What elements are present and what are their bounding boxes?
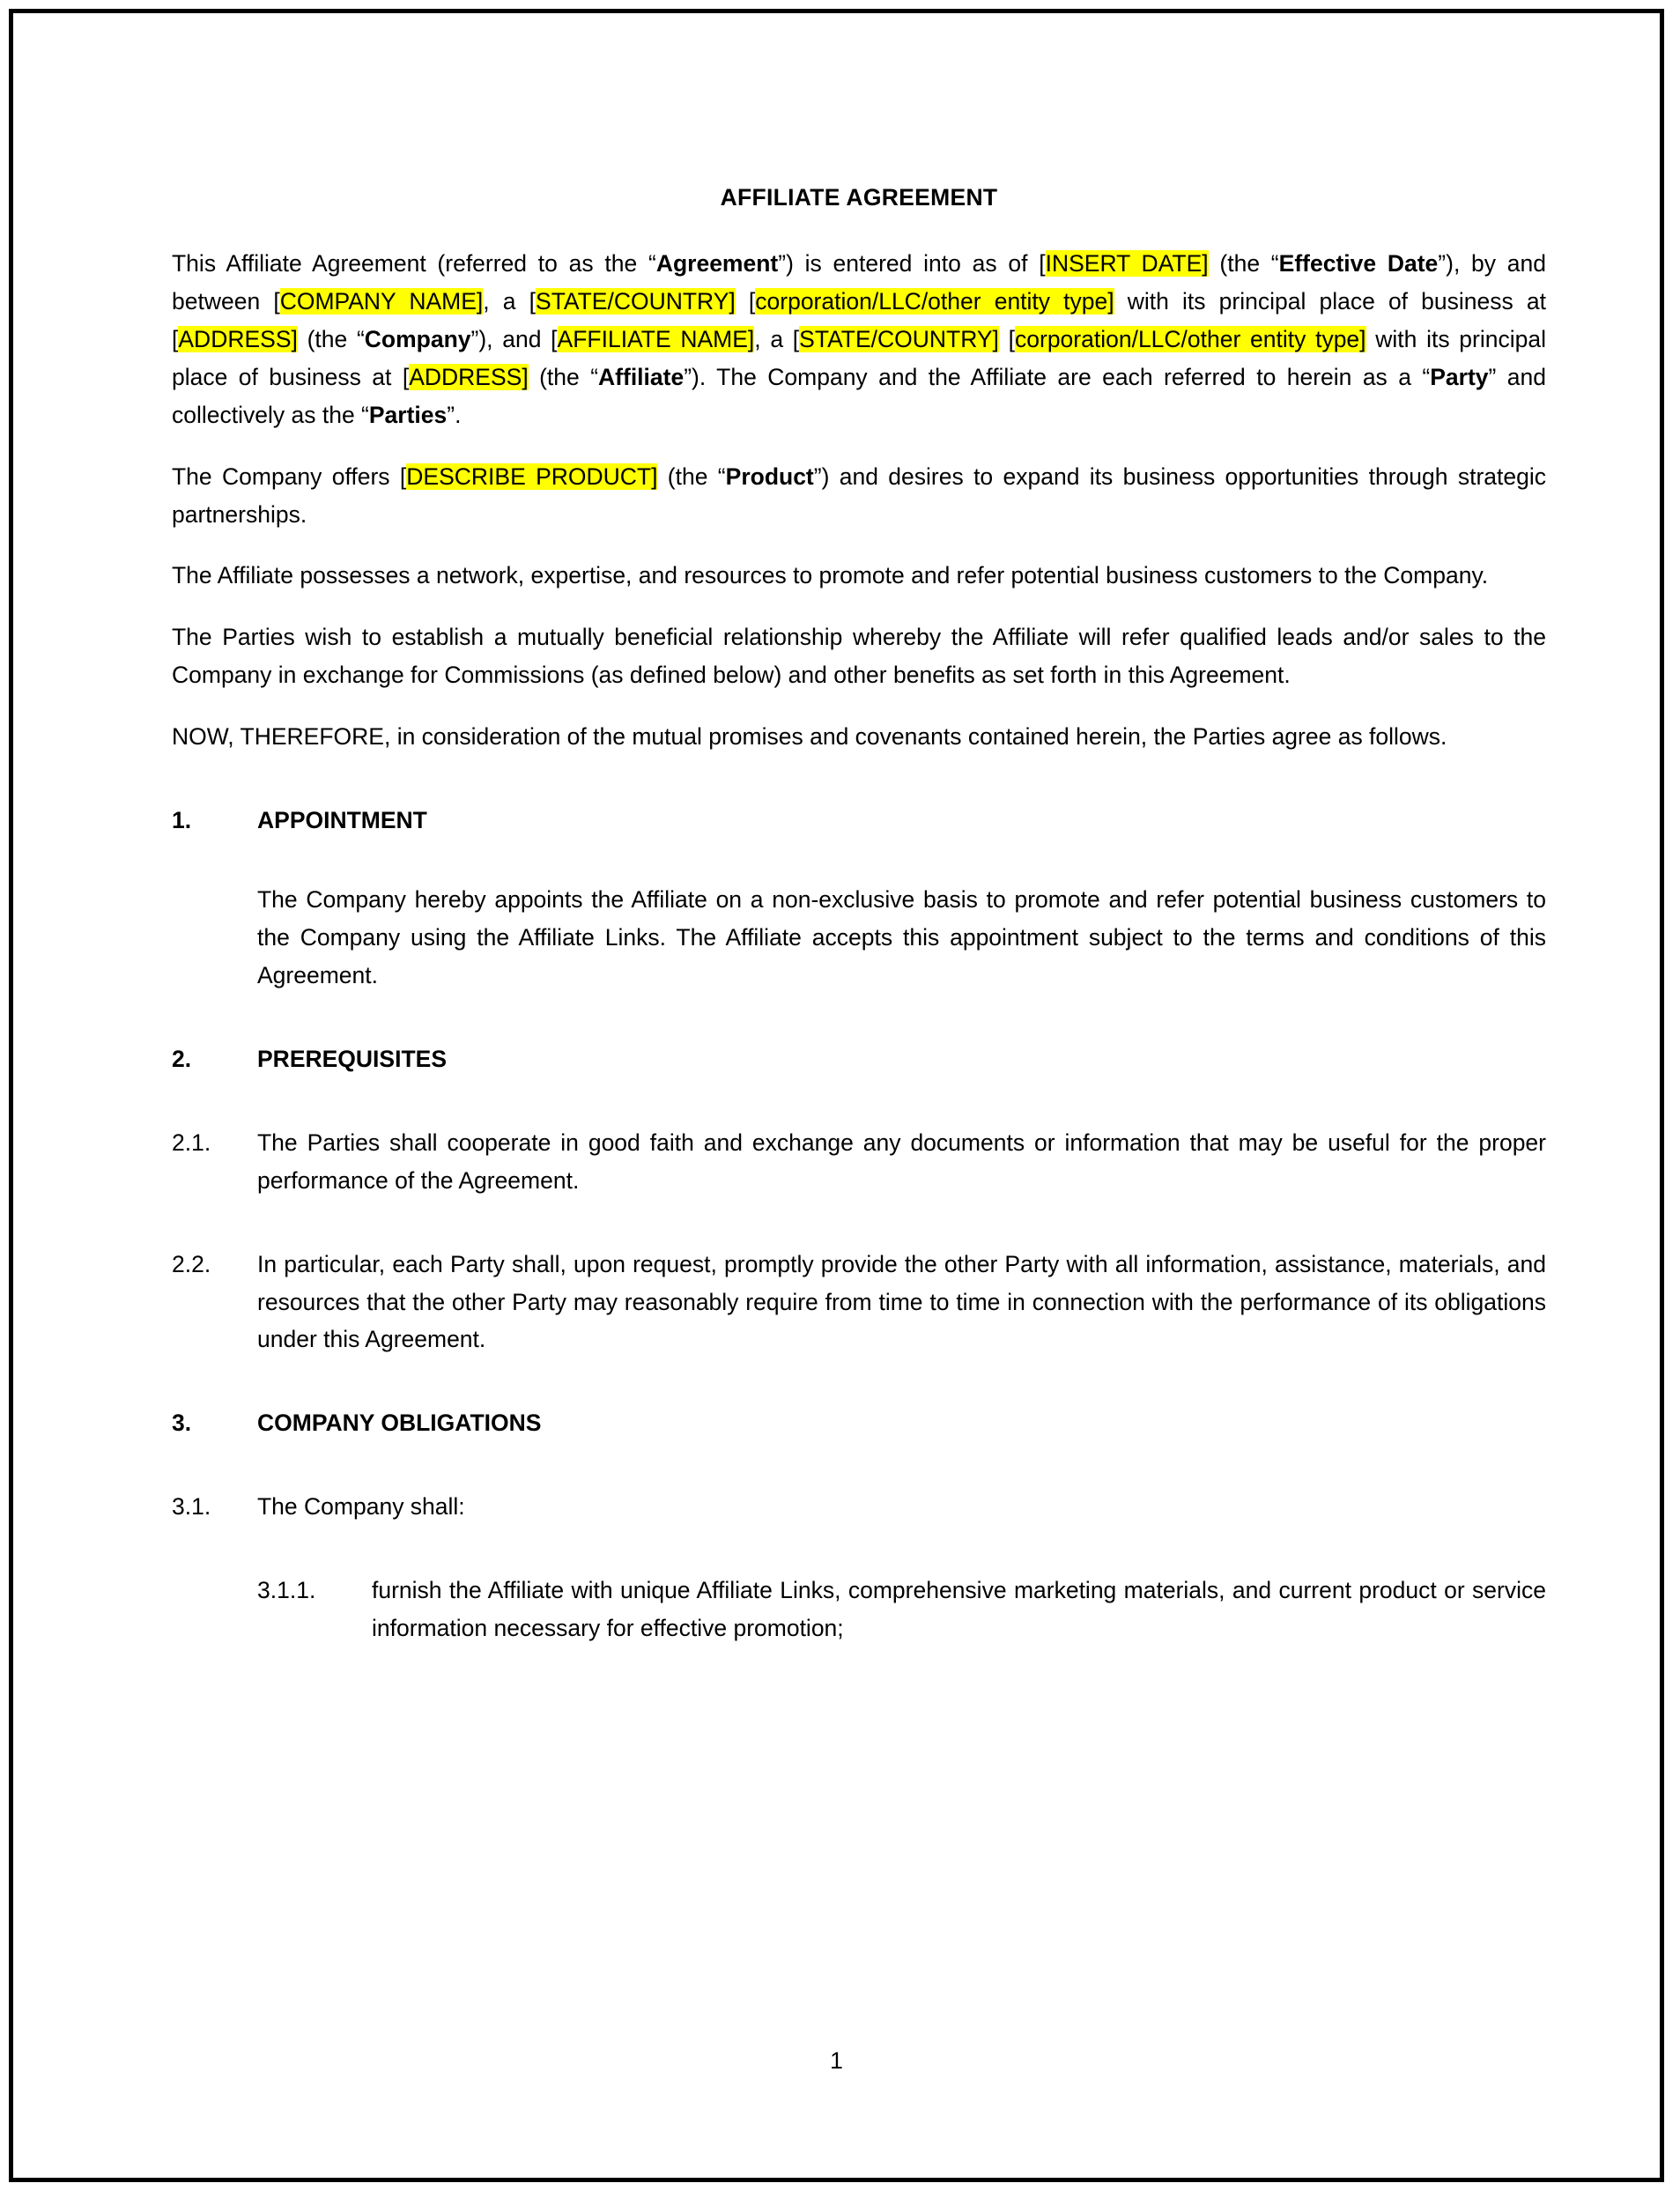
text-run: This Affiliate Agreement (referred to as the “ (172, 250, 656, 277)
text-run: ”). The Company and the Affiliate are each referred to herein as a “ (684, 363, 1431, 390)
section-heading-2-prerequisites (172, 995, 1546, 1078)
text-run: [ (998, 325, 1015, 352)
clause-3-1 (172, 1442, 1546, 1526)
section-title: APPOINTMENT (257, 807, 427, 834)
placeholder-affiliate-name: AFFILIATE NAME] (557, 325, 755, 352)
text-run: ”), and [ (470, 325, 558, 352)
text-run: The Company offers [ (172, 463, 407, 490)
section-number: 2. (172, 1045, 192, 1072)
page-number: 1 (830, 2047, 843, 2074)
defined-term-product: Product (725, 463, 814, 490)
text-run: (the “ (528, 363, 599, 390)
section-title: COMPANY OBLIGATIONS (257, 1410, 542, 1437)
clause-2-2 (172, 1200, 1546, 1359)
text-run: ”. (447, 401, 462, 428)
clause-2-1 (172, 1078, 1546, 1200)
text-run: with its principal place of business at [ (172, 287, 1546, 352)
defined-term-company: Company (364, 325, 471, 352)
placeholder-company-name: COMPANY NAME] (279, 287, 484, 315)
section-heading-1-appointment (172, 756, 1546, 840)
recital-paragraph-mutual-relationship: The Parties wish to establish a mutually beneficial relationship whereby the Affiliate will refer qualified leads and/or sales to the Company in exchange for Commissions (as defined below) and other benefits as set forth in this Agreement. (172, 624, 1546, 689)
text-run: ”), by and between [ (172, 250, 1547, 315)
clause-number: 2.2. (172, 1250, 211, 1277)
text-run: , a [ (754, 325, 800, 352)
recital-paragraph-parties (172, 211, 1546, 434)
recital-paragraph-affiliate-network: The Affiliate possesses a network, expertise, and resources to promote and refer potential business customers to the Company. (172, 562, 1489, 589)
page-title: AFFILIATE AGREEMENT (720, 184, 998, 211)
clause-3-1-1 (257, 1526, 1546, 1647)
defined-term-effective-date: Effective Date (1278, 250, 1439, 277)
clause-text: In particular, each Party shall, upon request, promptly provide the other Party with all information, assistance, materials, and resources that the other Party may reasonably require from time to time in connection with the performance of its obligations under this Agreement. (257, 1250, 1546, 1353)
clause-text: furnish the Affiliate with unique Affiliate Links, comprehensive marketing materials, and current product or service information necessary for effective promotion; (372, 1577, 1546, 1642)
section-heading-3-company-obligations (172, 1358, 1546, 1442)
recital-paragraph-now-therefore: NOW, THEREFORE, in consideration of the mutual promises and covenants contained herein, the Parties agree as follows. (172, 723, 1447, 751)
placeholder-entity-type-company: corporation/LLC/other entity type] (755, 287, 1114, 315)
placeholder-entity-type-affiliate: corporation/LLC/other entity type] (1015, 325, 1366, 352)
page-content-area (172, 13, 1546, 2178)
placeholder-state-country-affiliate: STATE/COUNTRY] (799, 325, 999, 352)
section-number: 3. (172, 1410, 192, 1437)
text-run: (the “ (657, 463, 726, 490)
text-run: (the “ (1208, 250, 1279, 277)
document-page (9, 9, 1664, 2182)
text-run: with its principal place of business at [ (172, 325, 1546, 390)
placeholder-address-affiliate: ADDRESS] (409, 363, 529, 390)
clause-number: 2.1. (172, 1129, 211, 1156)
defined-term-parties: Parties (368, 401, 448, 428)
placeholder-insert-date: INSERT DATE] (1045, 250, 1209, 277)
recital-paragraph-product (172, 434, 1546, 534)
defined-term-affiliate: Affiliate (598, 363, 685, 390)
text-run: ” and collectively as the “ (172, 363, 1546, 428)
clause-number: 3.1. (172, 1493, 211, 1521)
section-title: PREREQUISITES (257, 1045, 447, 1072)
defined-term-party: Party (1430, 363, 1489, 390)
section-number: 1. (172, 807, 192, 834)
defined-term-agreement: Agreement (655, 250, 779, 277)
text-run: ”) is entered into as of [ (778, 250, 1046, 277)
clause-number: 3.1.1. (257, 1577, 316, 1604)
section-1-body: The Company hereby appoints the Affiliate on a non-exclusive basis to promote and refer potential business customers to the Company using the Affiliate Links. The Affiliate accepts this appointment subject to the terms and conditions of this Agreement. (257, 886, 1546, 988)
clause-text: The Parties shall cooperate in good faith and exchange any documents or information that may be useful for the proper performance of the Agreement. (257, 1129, 1546, 1194)
text-run: (the “ (297, 325, 365, 352)
text-run: ”) and desires to expand its business opportunities through strategic partnerships. (172, 463, 1547, 528)
text-run: [ (735, 287, 756, 315)
clause-text: The Company shall: (257, 1493, 465, 1521)
text-run: , a [ (483, 287, 537, 315)
placeholder-describe-product: DESCRIBE PRODUCT] (406, 463, 658, 490)
placeholder-state-country-company: STATE/COUNTRY] (536, 287, 736, 315)
placeholder-address-company: ADDRESS] (178, 325, 298, 352)
